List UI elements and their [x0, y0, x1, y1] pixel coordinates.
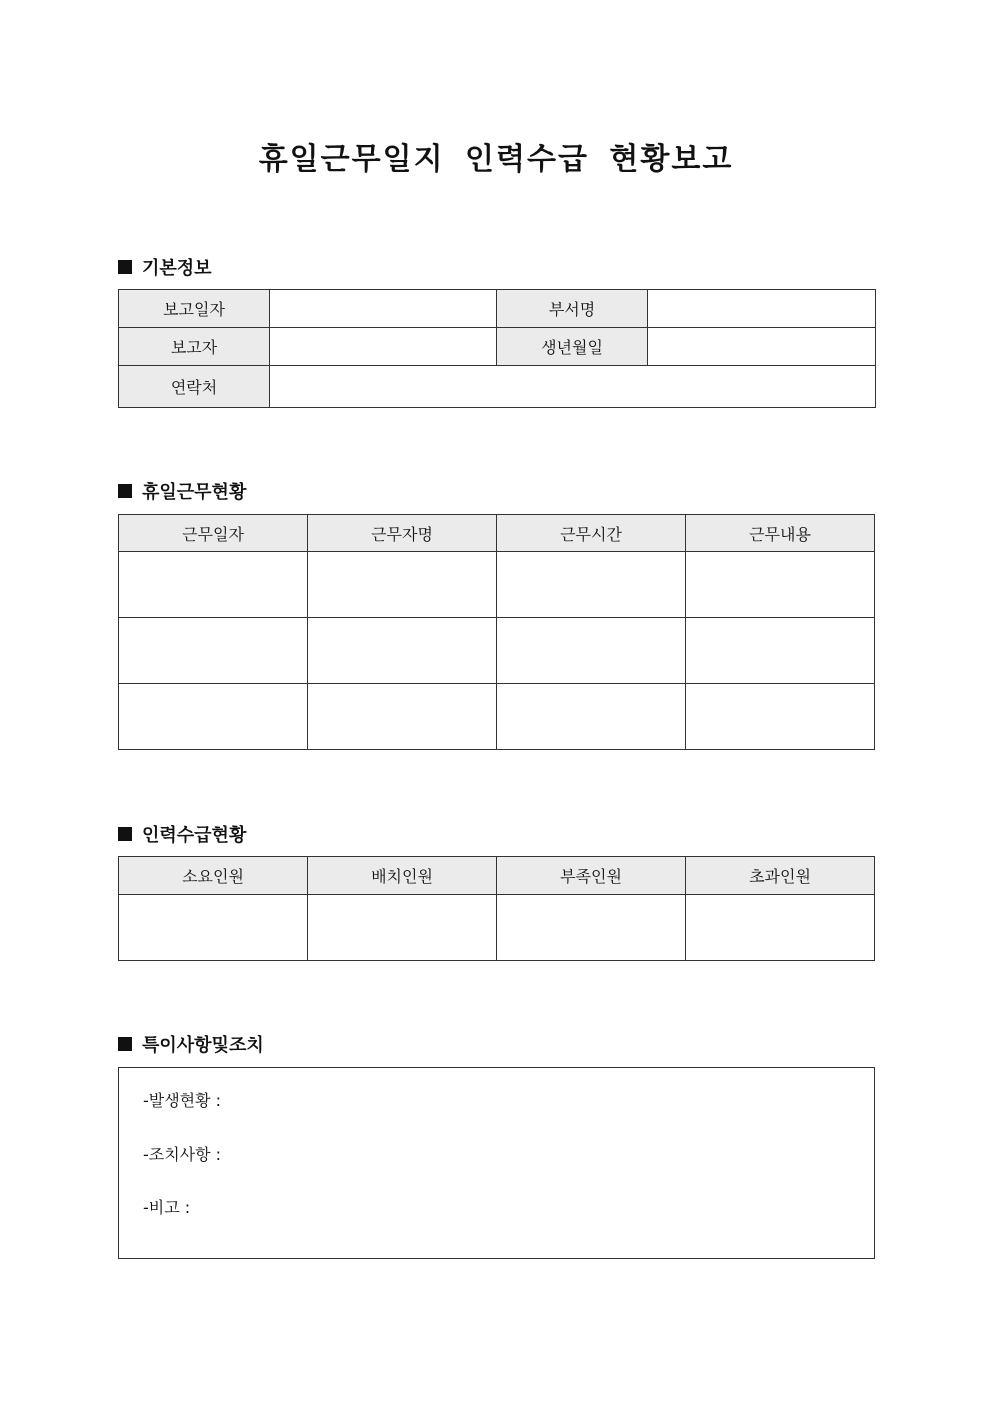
- square-bullet-icon: [118, 1037, 132, 1051]
- holiday-work-heading: [118, 478, 246, 504]
- department-label: 부서명: [497, 290, 648, 328]
- basic-info-table: [118, 289, 876, 408]
- contact-field[interactable]: [270, 366, 876, 408]
- work-time-cell[interactable]: [497, 618, 686, 684]
- work-content-cell[interactable]: [686, 552, 875, 618]
- shortage-staff-cell[interactable]: [497, 895, 686, 961]
- occurrence-line: -발생현황 :: [143, 1091, 222, 1110]
- excess-staff-cell[interactable]: [686, 895, 875, 961]
- notes-box[interactable]: [118, 1067, 875, 1259]
- notes-heading-text: 특이사항및조치: [142, 1035, 264, 1056]
- table-row: [119, 618, 875, 684]
- required-staff-header: 소요인원: [119, 857, 308, 895]
- square-bullet-icon: [118, 260, 132, 274]
- shortage-staff-header: 부족인원: [497, 857, 686, 895]
- contact-label: 연락처: [119, 366, 270, 408]
- excess-staff-header: 초과인원: [686, 857, 875, 895]
- required-staff-cell[interactable]: [119, 895, 308, 961]
- birthdate-field[interactable]: [648, 328, 876, 366]
- reporter-label: 보고자: [119, 328, 270, 366]
- table-row: [119, 895, 875, 961]
- staffing-table: [118, 856, 875, 961]
- basic-info-heading: [118, 254, 212, 280]
- square-bullet-icon: [118, 827, 132, 841]
- work-content-cell[interactable]: [686, 618, 875, 684]
- department-field[interactable]: [648, 290, 876, 328]
- report-date-label: 보고일자: [119, 290, 270, 328]
- report-date-field[interactable]: [270, 290, 497, 328]
- holiday-work-table: [118, 514, 875, 750]
- assigned-staff-header: 배치인원: [308, 857, 497, 895]
- document-title: 휴일근무일지 인력수급 현황보고: [258, 142, 734, 177]
- table-row: [119, 684, 875, 750]
- square-bullet-icon: [118, 484, 132, 498]
- assigned-staff-cell[interactable]: [308, 895, 497, 961]
- holiday-work-heading-text: 휴일근무현황: [142, 482, 247, 503]
- birthdate-label: 생년월일: [497, 328, 648, 366]
- work-date-cell[interactable]: [119, 552, 308, 618]
- work-time-cell[interactable]: [497, 684, 686, 750]
- work-time-header: 근무시간: [497, 515, 686, 552]
- worker-name-cell[interactable]: [308, 552, 497, 618]
- notes-heading: [118, 1031, 264, 1057]
- work-time-cell[interactable]: [497, 552, 686, 618]
- worker-name-header: 근무자명: [308, 515, 497, 552]
- staffing-heading-text: 인력수급현황: [142, 825, 247, 846]
- basic-info-heading-text: 기본정보: [142, 258, 212, 279]
- work-content-header: 근무내용: [686, 515, 875, 552]
- table-row: [119, 552, 875, 618]
- worker-name-cell[interactable]: [308, 684, 497, 750]
- work-content-cell[interactable]: [686, 684, 875, 750]
- staffing-heading: [118, 821, 246, 847]
- worker-name-cell[interactable]: [308, 618, 497, 684]
- work-date-cell[interactable]: [119, 684, 308, 750]
- reporter-field[interactable]: [270, 328, 497, 366]
- work-date-header: 근무일자: [119, 515, 308, 552]
- work-date-cell[interactable]: [119, 618, 308, 684]
- remarks-line: -비고 :: [143, 1198, 191, 1217]
- action-line: -조치사항 :: [143, 1145, 222, 1164]
